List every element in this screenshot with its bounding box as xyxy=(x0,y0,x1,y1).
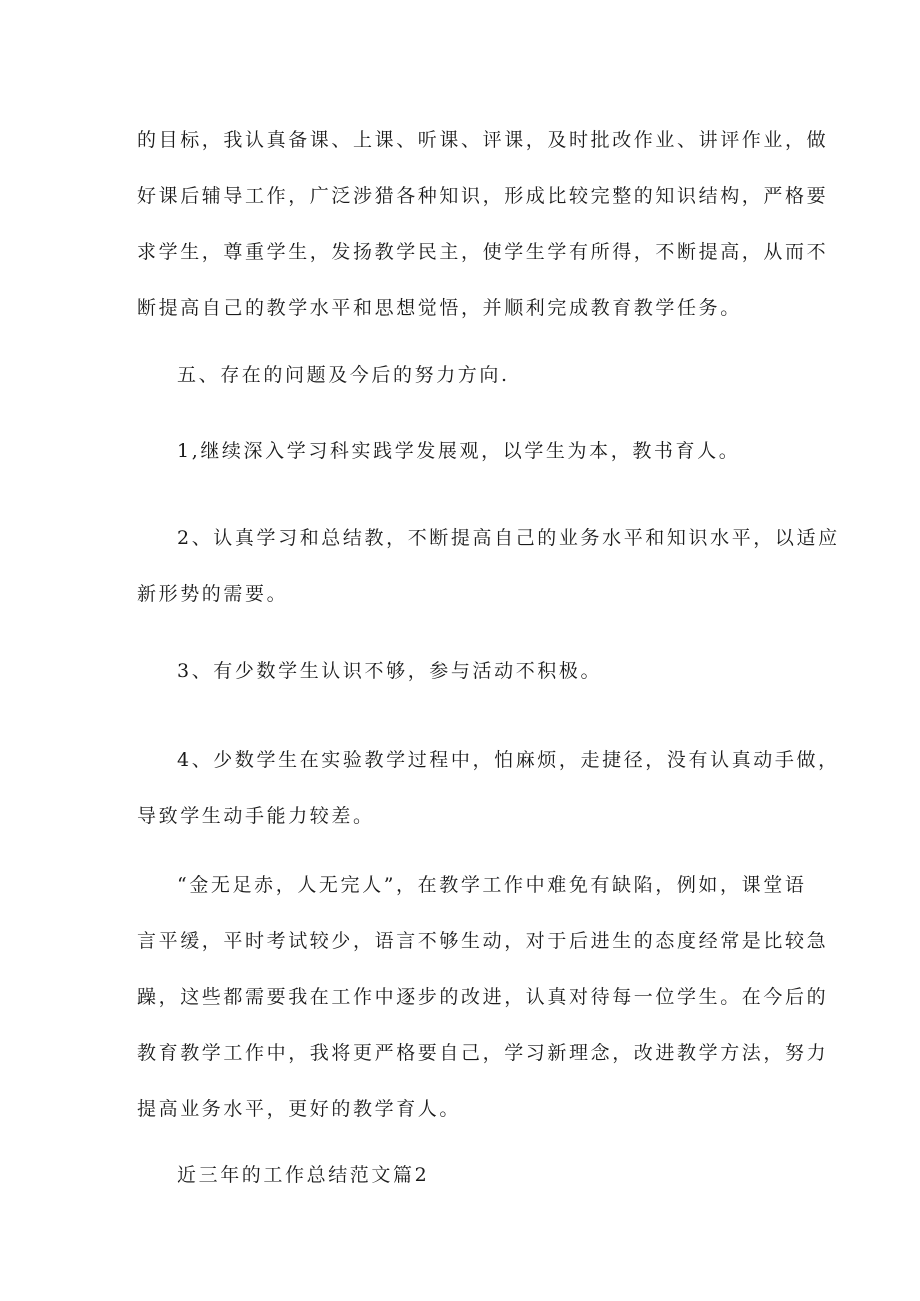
section-title-text: 近三年的工作总结范文篇2 xyxy=(177,1164,430,1186)
text-line: 4、少数学生在实验教学过程中，怕麻烦，走捷径，没有认真动手做， xyxy=(177,749,840,771)
section-heading-problems xyxy=(137,347,787,403)
text-line: 1,继续深入学习科实践学发展观，以学生为本，教书育人。 xyxy=(177,440,741,462)
section-title-part-2 xyxy=(137,1147,787,1203)
text-line: 的目标，我认真备课、上课、听课、评课，及时批改作业、讲评作业，做 xyxy=(137,129,829,151)
list-item-1 xyxy=(137,423,787,479)
text-line: 求学生，尊重学生，发扬教学民主，使学生学有所得，不断提高，从而不 xyxy=(137,241,829,263)
paragraph-reflection xyxy=(137,857,829,1137)
list-item-4 xyxy=(137,732,840,844)
text-line: 2、认真学习和总结教，不断提高自己的业务水平和知识水平，以适应 xyxy=(177,527,840,549)
text-line: 导致学生动手能力较差。 xyxy=(137,805,375,827)
list-item-2 xyxy=(137,510,840,622)
list-item-3 xyxy=(137,643,787,699)
section-heading-text: 五、存在的问题及今后的努力方向. xyxy=(177,364,510,386)
text-line: 新形势的需要。 xyxy=(137,583,289,605)
text-line: 3、有少数学生认识不够，参与活动不积极。 xyxy=(177,660,603,682)
text-line: “金无足赤，人无完人”，在教学工作中难免有缺陷，例如，课堂语 xyxy=(177,874,807,896)
text-line: 提高业务水平，更好的教学育人。 xyxy=(137,1098,462,1120)
text-line: 躁，这些都需要我在工作中逐步的改进，认真对待每一位学生。在今后的 xyxy=(137,986,829,1008)
text-line: 好课后辅导工作，广泛涉猎各种知识，形成比较完整的知识结构，严格要 xyxy=(137,185,829,207)
paragraph-teaching-goals xyxy=(137,112,829,336)
text-line: 断提高自己的教学水平和思想觉悟，并顺利完成教育教学任务。 xyxy=(137,297,742,319)
text-line: 言平缓，平时考试较少，语言不够生动，对于后进生的态度经常是比较急 xyxy=(137,930,829,952)
text-line: 教育教学工作中，我将更严格要自己，学习新理念，改进教学方法，努力 xyxy=(137,1042,829,1064)
